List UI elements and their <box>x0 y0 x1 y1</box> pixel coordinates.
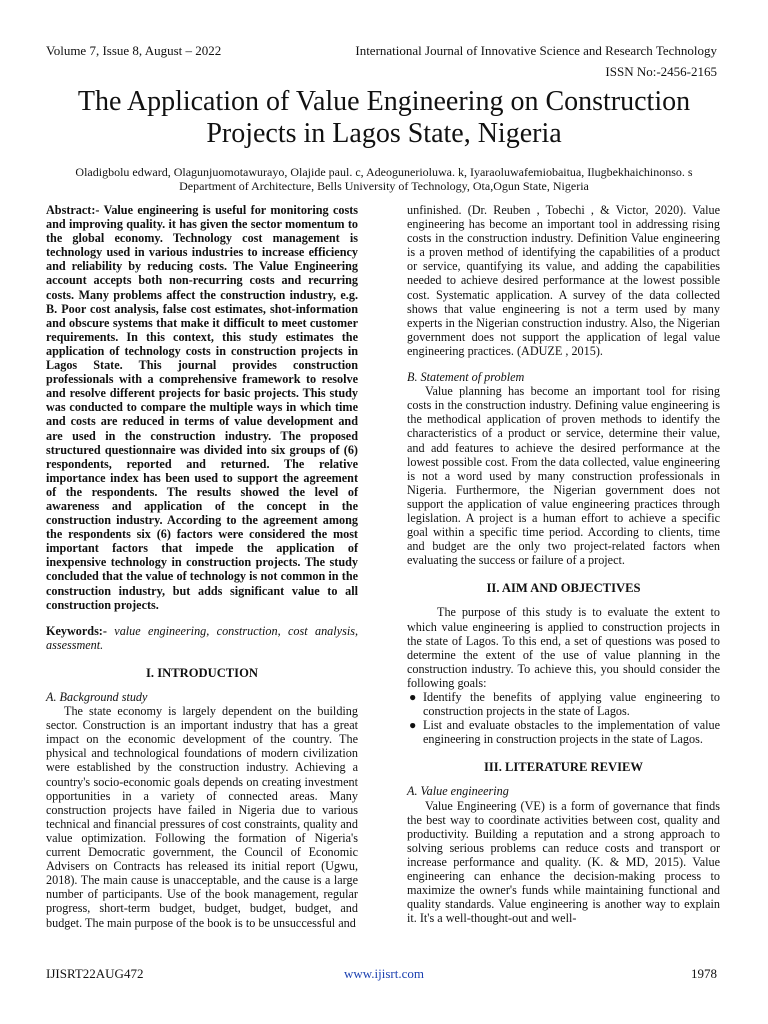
goal-text: List and evaluate obstacles to the implementation of value engineering in construction projects in the state of Lagos. <box>423 718 720 747</box>
journal-url-link[interactable]: www.ijisrt.com <box>343 966 425 981</box>
paper-code: IJISRT22AUG472 <box>46 966 144 981</box>
right-column <box>407 203 720 925</box>
journal-name: International Journal of Innovative Science and Research Technology <box>355 43 717 58</box>
abstract-text: Value engineering is useful for monitoring costs and improving quality. it has given the sector momentum to the global economy. Technology cost management is technology used in various industries to increase efficiency and reliability by reducing costs. The Value Engineering account accepts both non-recurring costs and recurring costs. Many problems affect the construction industry, e.g. B. Poor cost analysis, false cost estimates, shot-information and obscure systems that make it difficult to meet customer requirements. In this context, this study estimates the application of technology costs in construction projects in Lagos State. This journal provides construction professionals with a comprehensive framework to resolve and resolve different projects for basic projects. This study was conducted to compare the multiple ways in which time and costs are reduced in terms of value development and are used in the construction industry. The proposed structured questionnaire was divided into six groups of (6) respondents, reported and returned. The relative importance index has been used to support the agreement of the respondents. The results showed the level of awareness and application of the concept in the construction industry. According to the agreement among the respondents six (6) factors were considered the most important factors that impede the application of inexpensive technology in construction projects. The study concluded that the value of technology is not common in the construction industry, but adds significant value to all construction projects. <box>46 203 359 612</box>
author-list: Oladigbolu edward, Olagunjuomotawurayo, Olajide paul. c, Adeogunerioluwa. k, Iyaraoluwafemiobaitua, Ilugbekhaichinonso. s <box>75 165 693 179</box>
section-heading-literature: III. LITERATURE REVIEW <box>484 760 643 775</box>
left-column <box>46 203 358 930</box>
paper-title: The Application of Value Engineering on Construction Projects in Lagos State, Nigeria <box>77 86 691 149</box>
list-item <box>409 718 720 747</box>
list-item <box>409 690 720 719</box>
aims-paragraph: The purpose of this study is to evaluate the extent to which value engineering is applied to construction projects in the state of Lagos. To this end, a set of questions was posed to determine the extent of the use of value planning in the construction industry. To achieve this, you should consider the following goals: <box>407 605 720 690</box>
issn: ISSN No:-2456-2165 <box>605 64 717 79</box>
section-heading-aims: II. AIM AND OBJECTIVES <box>486 581 641 596</box>
problem-paragraph: Value planning has become an important tool for rising costs in the construction industry. Defining value engineering is the methodical application of proven methods to identify the characteristics of a product or service, determine their value, and add features to achieve the desired performance at the lowest possible cost. From the data collected, value engineering is not a word used by many construction professionals in Nigeria. Furthermore, the Nigerian government does not support the application of value engineering practices through legislation. A project is a human effort to achieve a specific goal within a specific time period. According to clients, time and budget are the only two project-related factors when evaluating the success or failure of a project. <box>407 384 720 568</box>
background-paragraph: The state economy is largely dependent on the building sector. Construction is an important industry that has a great impact on the economic development of the country. The physical and technological foundations of modern civilization were established by the construction industry. Achieving a country's socio-economic goals depends on creating investment opportunities in a variety of connected areas. Many construction projects have failed in Nigeria due to various technical and financial pressures of cost constraints, quality and value optimization. Following the formation of Nigeria's current Democratic government, the Council of Economic Advisers on Contracts has released its initial report (Ugwu, 2018). The main cause is unacceptable, and the cause is a large number of participants. Use of the book management, regular progress, short-term budget, budget, budget, budget, and budget. The main purpose of the book is to be unsuccessful and <box>46 704 358 930</box>
goal-text: Identify the benefits of applying value engineering to construction projects in the state of Lagos. <box>423 690 720 719</box>
keywords <box>46 624 358 652</box>
author-block <box>30 165 738 193</box>
keywords-text: value engineering, construction, cost analysis, assessment. <box>46 623 358 652</box>
goals-list <box>407 690 720 746</box>
subsection-heading-problem: B. Statement of problem <box>407 370 525 385</box>
abstract <box>46 203 358 612</box>
abstract-label: Abstract:- <box>46 203 100 217</box>
affiliation: Department of Architecture, Bells University of Technology, Ota,Ogun State, Nigeria <box>179 179 589 193</box>
bullet-icon: ● <box>409 690 417 704</box>
volume-info: Volume 7, Issue 8, August – 2022 <box>46 43 222 58</box>
page-number: 1978 <box>691 966 717 981</box>
value-engineering-paragraph: Value Engineering (VE) is a form of governance that finds the best way to coordinate activities between cost, quality and productivity. Building a reputation and a strong approach to solving serious problems can reduce costs and transport or increase performance and quality. (K. & MD, 2015). Value engineering can enhance the decision-making process to maximize the owner's funds while maintaining functional and quality standards. Value engineering is another way to explain it. It's a well-thought-out and well- <box>407 798 720 926</box>
background-continuation: unfinished. (Dr. Reuben , Tobechi , & Victor, 2020). Value engineering has become an important tool in addressing rising costs in the construction industry. Definition Value engineering is a proven method of identifying the capabilities of a product or service, quantifying its value, and adding the capabilities needed to achieve desired performance at the lowest possible cost. Systematic application. A survey of the data collected shows that value engineering is not a term used by many experts in the Nigerian construction industry. Also, the Nigerian government does not support the application of legal value engineering practices. (ADUZE , 2015). <box>407 203 720 358</box>
keywords-label: Keywords:- <box>46 623 107 638</box>
subsection-heading-background: A. Background study <box>46 690 148 704</box>
bullet-icon: ● <box>409 718 417 733</box>
section-heading-introduction: I. INTRODUCTION <box>146 665 258 680</box>
subsection-heading-value-engineering: A. Value engineering <box>407 784 509 799</box>
